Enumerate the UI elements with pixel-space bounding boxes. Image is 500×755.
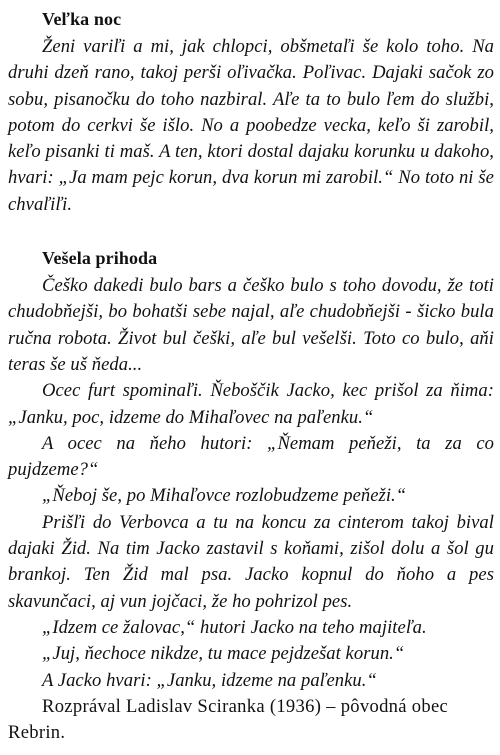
section-spacer	[8, 218, 494, 245]
paragraph-ocec-spominali: Ocec furt spominaľi. Ňeboščik Jacko, kec prišol za ňima: „Janku, poc, idzeme do Mihaľovec na paľenku.“	[8, 380, 494, 428]
paragraph-velka-noc: Ženi variľi a mi, jak chlopci, obšmetaľi še kolo toho. Na druhi dzeň rano, takoj perši oľivačka. Poľivac. Dajaki sačok zo sobu, pisanočku do toho nazbiral. Aľe ta to bulo ľem do službi, potom do cerkvi še išlo. No a poobedze vecka, keľo ši zarobil, keľo pisanki ti maš. A ten, ktori dostal dajaku korunku u dakoho, hvari: „Ja mam pejc korun, dva korun mi zarobil.“ No toto ni še chvaľiľi.	[8, 36, 494, 215]
paragraph-intro: Češko dakedi bulo bars a češko bulo s toho dovodu, že toti chudobňejši, bo bohatši sebe najal, aľe chudobňejši - šicko bula ručna robota. Život bul češki, aľe bul vešelši. Toto co bulo, aňi teras še uš ňeda...	[8, 275, 494, 375]
narrator-credit: Rozprával Ladislav Sciranka (1936) – pôvodná obec Rebrin.	[8, 695, 449, 744]
paragraph-ocec-hutori: A ocec na ňeho hutori: „Ňemam peňeži, ta za co pujdzeme?“	[8, 432, 494, 481]
paragraph-idzem-zalovac: „Idzem ce žalovac,“ hutori Jacko na teho majiteľa.	[42, 616, 427, 638]
document-page	[8, 6, 494, 746]
paragraph-jacko-hvari: A Jacko hvari: „Janku, idzeme na paľenku.“	[42, 669, 377, 691]
section-title-velka-noc: Veľka noc	[42, 9, 122, 29]
paragraph-juj-nechoce: „Juj, ňechoce nikdze, tu mace pejdzešat korun.“	[42, 643, 405, 665]
section-title-vesela-prihoda: Vešela prihoda	[42, 248, 158, 269]
paragraph-prisli-do-verbovca: Prišľi do Verbovca a tu na koncu za cinterom takoj bival dajaki Žid. Na tim Jacko zastavil s koňami, zišol dolu a šol gu brankoj. Ten Žid mal psa. Jacko kopnul do ňoho a pes skavunčaci, aj vun jojčaci, že ho pohrizol pes.	[8, 511, 494, 612]
paragraph-neboj-se: „Ňeboj še, po Mihaľovce rozlobudzeme peňeži.“	[42, 485, 407, 507]
